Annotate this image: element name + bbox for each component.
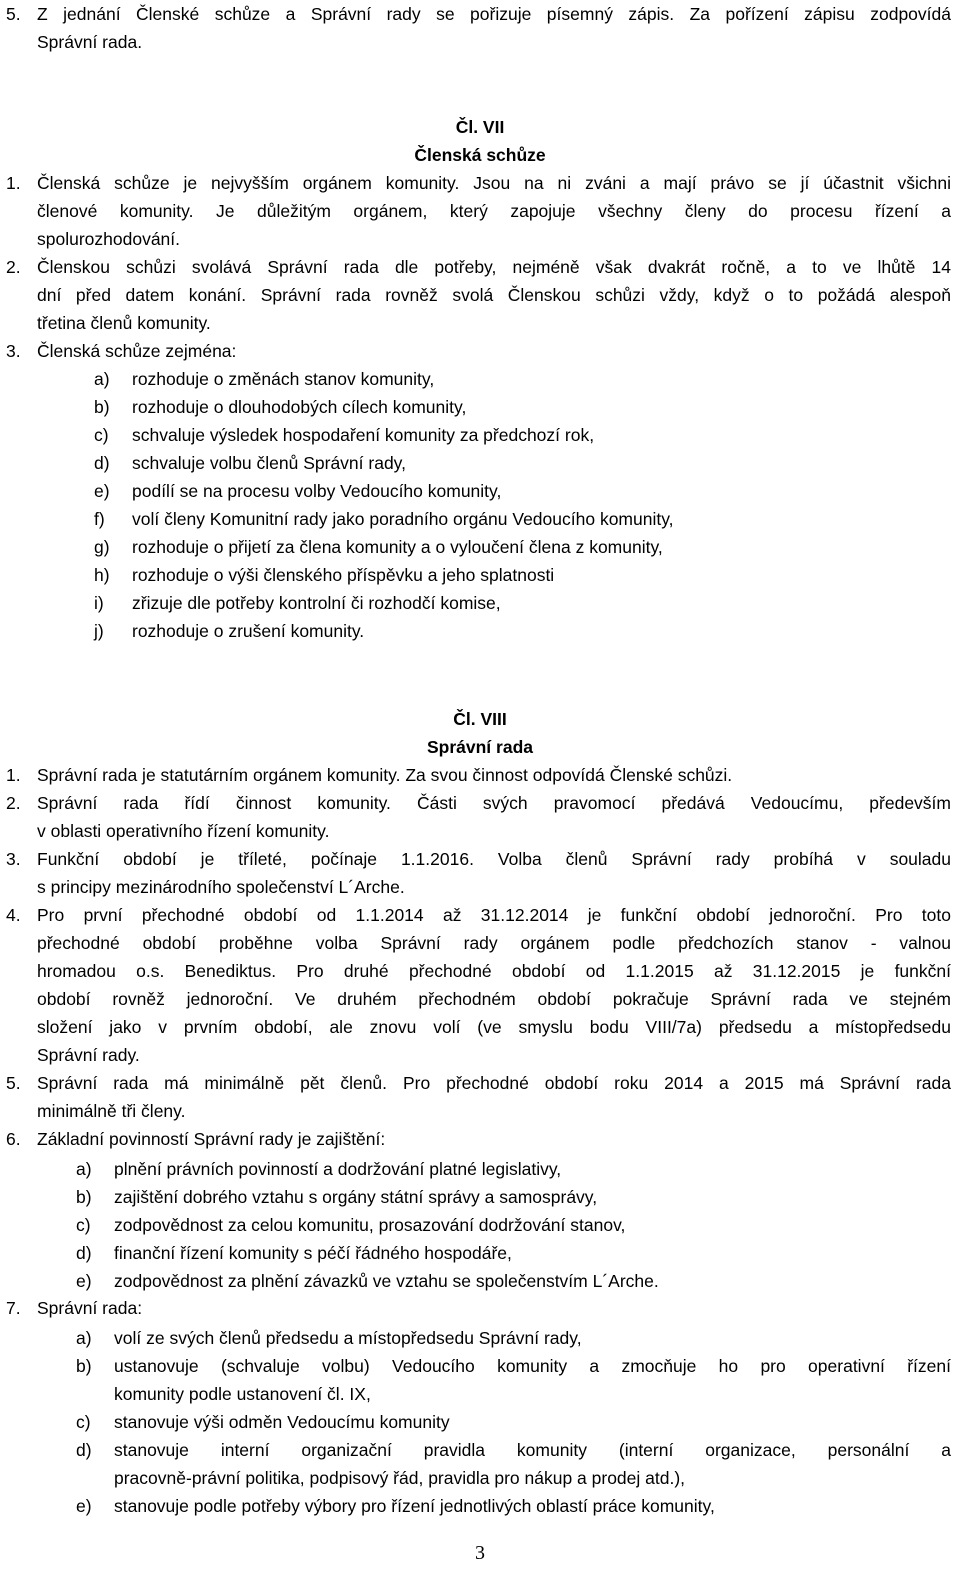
item-text: volí členy Komunitní rady jako poradního orgánu Vedoucího komunity, — [132, 509, 674, 529]
article-title: Čl. VII — [455, 117, 505, 137]
article-subtitle: Členská schůze — [414, 145, 546, 165]
paragraph-line: Členskou schůzi svolává Správní rada dle potřeby, nejméně však dvakrát ročně, a to ve lhůtě 14 — [37, 257, 951, 277]
paragraph-line: spolurozhodování. — [37, 229, 181, 249]
item-letter: b) — [94, 397, 110, 417]
item-text: komunity podle ustanovení čl. IX, — [114, 1384, 371, 1404]
item-text: rozhoduje o dlouhodobých cílech komunity, — [132, 397, 467, 417]
paragraph-line: s principy mezinárodního společenství L´Arche. — [37, 877, 405, 897]
item-text: pracovně-právní politika, podpisový řád, pravidla pro nákup a prodej atd.), — [114, 1468, 686, 1488]
paragraph-line: Správní rada. — [37, 32, 143, 52]
item-text: zřizuje dle potřeby kontrolní či rozhodčí komise, — [132, 593, 501, 613]
item-text: zodpovědnost za celou komunitu, prosazování dodržování stanov, — [114, 1215, 626, 1235]
item-letter: a) — [76, 1328, 92, 1348]
item-letter: d) — [76, 1243, 92, 1263]
item-text: volí ze svých členů předsedu a místopředsedu Správní rady, — [114, 1328, 582, 1348]
item-letter: h) — [94, 565, 110, 585]
item-letter: i) — [94, 593, 104, 613]
paragraph-line: členové komunity. Je důležitým orgánem, který zapojuje všechny členy do procesu řízení a — [37, 201, 951, 221]
paragraph-line: Pro první přechodné období od 1.1.2014 až 31.12.2014 je funkční období jednoroční. Pro toto — [37, 905, 951, 925]
item-text: stanovuje výši odměn Vedoucímu komunity — [114, 1412, 450, 1432]
page-number: 3 — [475, 1542, 485, 1564]
item-letter: e) — [76, 1271, 92, 1291]
paragraph-line: Správní rady. — [37, 1045, 140, 1065]
paragraph-line: Funkční období je tříleté, počínaje 1.1.2016. Volba členů Správní rady probíhá v souladu — [37, 849, 951, 869]
article-subtitle: Správní rada — [426, 737, 534, 757]
paragraph-line: Správní rada má minimálně pět členů. Pro přechodné období roku 2014 a 2015 má Správní rada — [37, 1073, 951, 1093]
item-text: plnění právních povinností a dodržování platné legislativy, — [114, 1159, 562, 1179]
item-number: 3. — [6, 849, 21, 869]
paragraph-line: minimálně tři členy. — [37, 1101, 186, 1121]
paragraph-line: složení jako v prvním období, ale znovu volí (ve smyslu bodu VIII/7a) předsedu a místopředsedu — [37, 1017, 951, 1037]
item-letter: e) — [76, 1496, 92, 1516]
item-text: schvaluje výsledek hospodaření komunity za předchozí rok, — [132, 425, 595, 445]
item-number: 7. — [6, 1298, 21, 1318]
item-letter: e) — [94, 481, 110, 501]
item-letter: a) — [76, 1159, 92, 1179]
item-letter: c) — [76, 1215, 91, 1235]
paragraph-line: dní před datem konání. Správní rada rovněž svolá Členskou schůzi vždy, když o to požádá alespoň — [37, 285, 951, 305]
item-text: rozhoduje o přijetí za člena komunity a o vyloučení člena z komunity, — [132, 537, 663, 557]
item-number: 2. — [6, 257, 21, 277]
paragraph-line: Správní rada: — [37, 1298, 143, 1318]
item-text: rozhoduje o výši členského příspěvku a jeho splatnosti — [132, 565, 555, 585]
paragraph-line: přechodné období proběhne volba Správní rady orgánem podle předchozích stanov - valnou — [37, 933, 951, 953]
paragraph-line: hromadou o.s. Benediktus. Pro druhé přechodné období od 1.1.2015 až 31.12.2015 je funkční — [37, 961, 951, 981]
article-title: Čl. VIII — [453, 709, 507, 729]
item-text: podílí se na procesu volby Vedoucího komunity, — [132, 481, 502, 501]
item-text: ustanovuje (schvaluje volbu) Vedoucího komunity a zmocňuje ho pro operativní řízení — [114, 1356, 951, 1376]
item-letter: g) — [94, 537, 110, 557]
item-number: 2. — [6, 793, 21, 813]
paragraph-line: Členská schůze je nejvyšším orgánem komunity. Jsou na ni zváni a mají právo se jí účastnit všichni — [37, 173, 951, 193]
item-letter: d) — [94, 453, 110, 473]
item-number: 5. — [6, 4, 21, 24]
item-letter: a) — [94, 369, 110, 389]
item-number: 1. — [6, 765, 21, 785]
item-letter: c) — [76, 1412, 91, 1432]
paragraph-line: v oblasti operativního řízení komunity. — [37, 821, 330, 841]
item-letter: d) — [76, 1440, 92, 1460]
item-letter: b) — [76, 1187, 92, 1207]
item-text: finanční řízení komunity s péčí řádného hospodáře, — [114, 1243, 512, 1263]
paragraph-line: Správní rada řídí činnost komunity. Části svých pravomocí předává Vedoucímu, především — [37, 793, 951, 813]
item-letter: b) — [76, 1356, 92, 1376]
item-number: 3. — [6, 341, 21, 361]
item-text: rozhoduje o změnách stanov komunity, — [132, 369, 435, 389]
item-text: zajištění dobrého vztahu s orgány státní správy a samosprávy, — [114, 1187, 598, 1207]
paragraph-line: Základní povinností Správní rady je zajištění: — [37, 1129, 386, 1149]
paragraph-line: Správní rada je statutárním orgánem komunity. Za svou činnost odpovídá Členské schůzi. — [37, 765, 733, 785]
item-letter: j) — [94, 621, 104, 641]
paragraph-line: třetina členů komunity. — [37, 313, 211, 333]
item-text: rozhoduje o zrušení komunity. — [132, 621, 365, 641]
item-number: 1. — [6, 173, 21, 193]
paragraph-line: Z jednání Členské schůze a Správní rady se pořizuje písemný zápis. Za pořízení zápisu zodpovídá — [37, 4, 951, 24]
paragraph-line: Členská schůze zejména: — [37, 341, 237, 361]
paragraph-line: období rovněž jednoroční. Ve druhém přechodném období pokračuje Správní rada ve stejném — [37, 989, 951, 1009]
item-number: 6. — [6, 1129, 21, 1149]
item-number: 5. — [6, 1073, 21, 1093]
item-text: stanovuje interní organizační pravidla komunity (interní organizace, personální a — [114, 1440, 951, 1460]
item-text: schvaluje volbu členů Správní rady, — [132, 453, 406, 473]
item-letter: c) — [94, 425, 109, 445]
item-letter: f) — [94, 509, 105, 529]
item-text: stanovuje podle potřeby výbory pro řízení jednotlivých oblastí práce komunity, — [114, 1496, 715, 1516]
item-number: 4. — [6, 905, 21, 925]
item-text: zodpovědnost za plnění závazků ve vztahu se společenstvím L´Arche. — [114, 1271, 659, 1291]
